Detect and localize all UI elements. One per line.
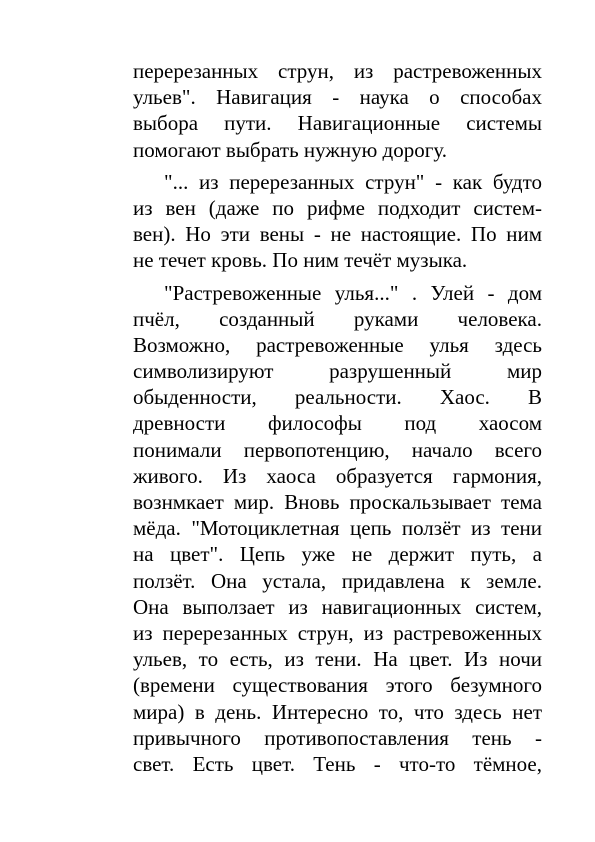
text-line: ульев". Навигация - наука о способах xyxy=(133,85,542,110)
text-line: символизируют разрушенный мир xyxy=(133,359,542,384)
paragraph xyxy=(133,58,542,163)
text-line: пчёл, созданный руками человека. xyxy=(133,306,542,331)
paragraph xyxy=(133,280,542,778)
text-line: мира) в день. Интересно то, что здесь нет xyxy=(133,699,542,724)
text-line: мёда. "Мотоциклетная цепь ползёт из тени xyxy=(133,516,542,541)
text-line: на цвет". Цепь уже не держит путь, а xyxy=(133,542,542,567)
text-line: ползёт. Она устала, придавлена к земле. xyxy=(133,568,542,593)
text-line: понимали первопотенцию, начало всего xyxy=(133,437,542,462)
paragraph xyxy=(133,169,542,274)
text-line: помогают выбрать нужную дорогу. xyxy=(133,137,447,162)
text-line: выбора пути. Навигационные системы xyxy=(133,111,542,136)
text-line: вен). Но эти вены - не настоящие. По ним xyxy=(133,222,542,247)
text-line: свет. Есть цвет. Тень - что-то тёмное, xyxy=(133,751,542,776)
text-line: "Растревоженные улья..." . Улей - дом xyxy=(164,280,542,305)
text-line: вознмкает мир. Вновь проскальзывает тема xyxy=(133,490,542,514)
text-line: не течет кровь. По ним течёт музыка. xyxy=(133,248,468,273)
text-line: древности философы под хаосом xyxy=(133,411,542,436)
text-line: (времени существования этого безумного xyxy=(133,673,542,698)
text-line: из перерезанных струн, из растревоженных xyxy=(133,620,542,645)
text-line: живого. Из хаоса образуется гармония, xyxy=(133,463,542,488)
body-text xyxy=(133,58,542,777)
text-line: привычного противопоставления тень - xyxy=(133,725,542,750)
text-line: перерезанных струн, из растревоженных xyxy=(133,59,542,83)
text-line: обыденности, реальности. Хаос. В xyxy=(133,385,542,410)
text-line: "... из перерезанных струн" - как будто xyxy=(164,169,542,194)
text-line: ульев, то есть, из тени. На цвет. Из ночи xyxy=(133,647,542,672)
text-line: из вен (даже по рифме подходит систем- xyxy=(133,195,542,220)
text-line: Возможно, растревоженные улья здесь xyxy=(133,332,542,357)
text-line: Она выползает из навигационных систем, xyxy=(133,594,542,619)
